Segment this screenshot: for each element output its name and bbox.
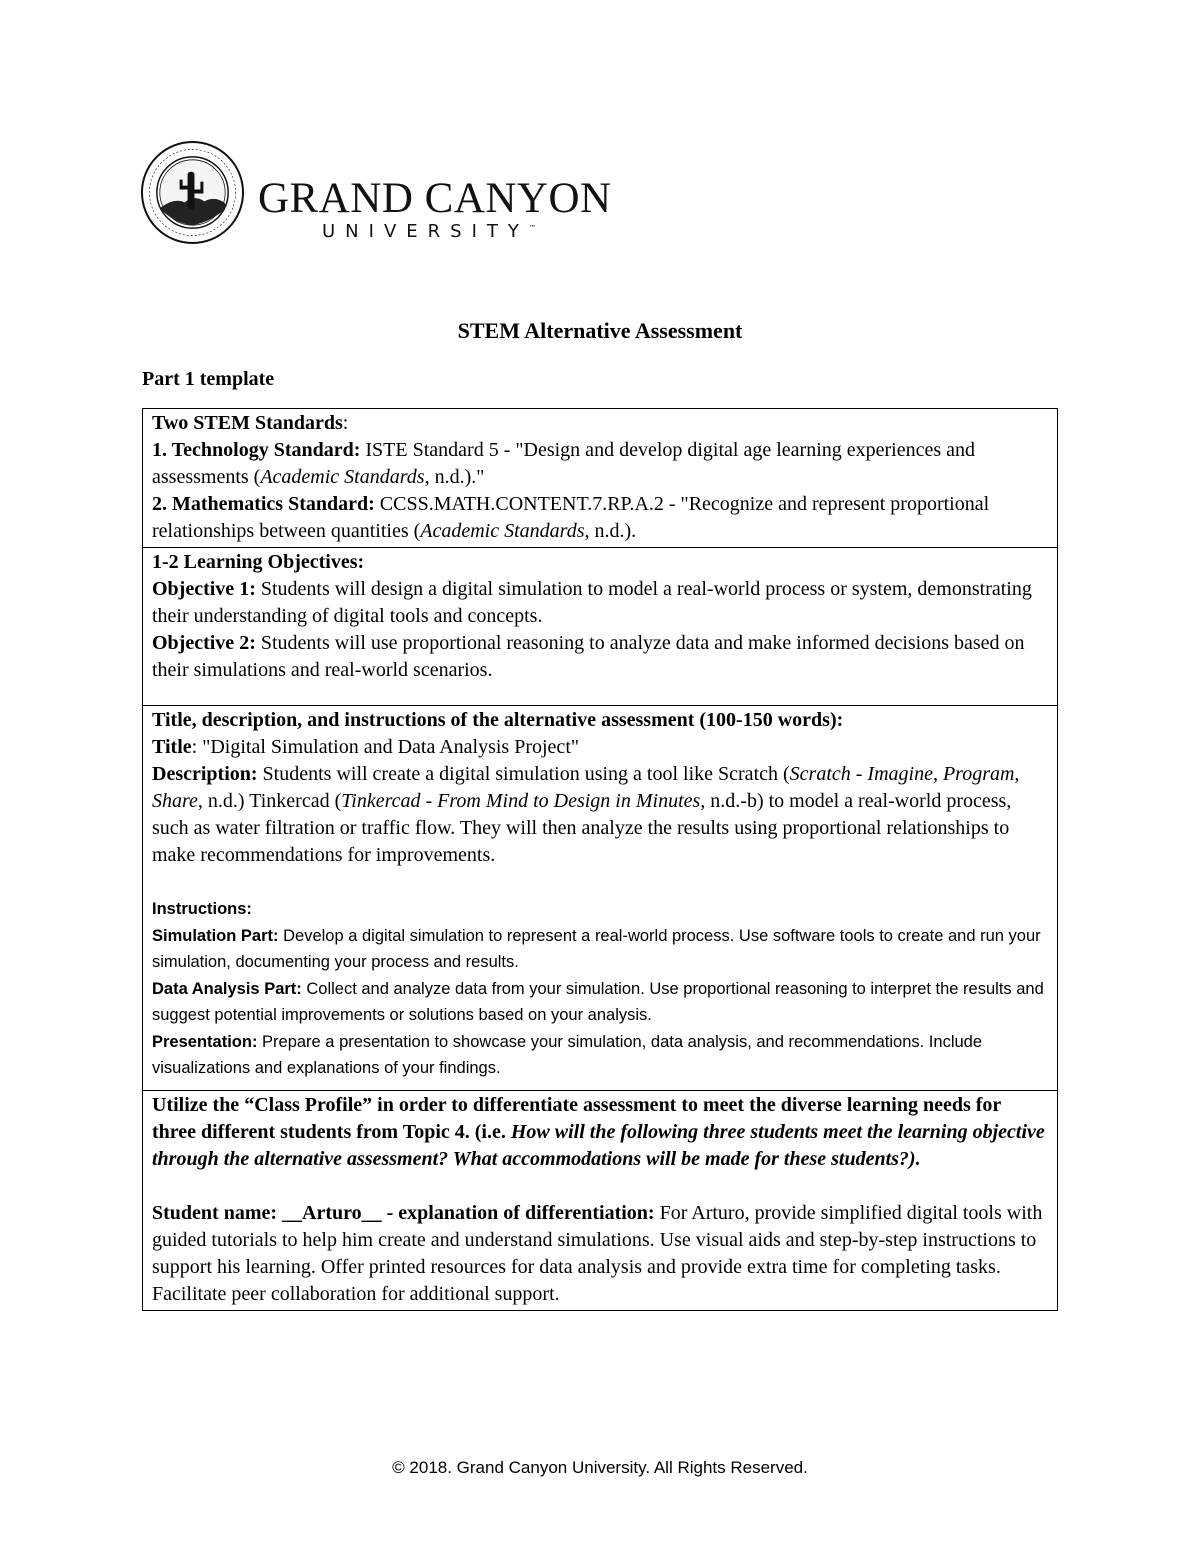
presentation-label: Presentation: xyxy=(152,1032,258,1051)
trademark-symbol: ™ xyxy=(528,224,536,232)
differentiation-cell xyxy=(143,1090,1058,1310)
objectives-heading: 1-2 Learning Objectives: xyxy=(152,551,365,573)
description-text-2: , n.d.) Tinkercad ( xyxy=(197,790,342,812)
description-label: Description: xyxy=(152,763,258,785)
tech-standard-text-1: ISTE Standard 5 - "Design and develop digital age learning experiences and assessments ( xyxy=(152,439,976,488)
simulation-part-label: Simulation Part: xyxy=(152,926,279,945)
assessment-title-text: : "Digital Simulation and Data Analysis Project" xyxy=(191,736,580,758)
simulation-part-text: Develop a digital simulation to represent a real-world process. Use software tools to create and run your simulation, documenting your process and results. xyxy=(152,926,1041,971)
differentiation-heading-text: Utilize the “Class Profile” in order to differentiate assessment to meet the diverse learning needs for three different students from Topic 4. (i.e. xyxy=(152,1093,1001,1143)
math-standard-italic: Academic Standards xyxy=(420,520,585,542)
differentiation-heading xyxy=(152,1094,1045,1170)
tech-standard-italic: Academic Standards xyxy=(260,466,425,488)
assessment-heading: Title, description, and instructions of the alternative assessment (100-150 words): xyxy=(152,709,844,731)
objective-2-label: Objective 2: xyxy=(152,632,256,654)
table-row-assessment xyxy=(143,706,1058,1091)
university-subname-text: UNIVERSITY xyxy=(322,221,529,242)
objective-1-label: Objective 1: xyxy=(152,578,256,600)
objectives-cell xyxy=(143,548,1058,706)
data-analysis-label: Data Analysis Part: xyxy=(152,979,302,998)
copyright-footer: © 2018. Grand Canyon University. All Rights Reserved. xyxy=(392,1458,808,1477)
tech-standard-text-2: , n.d.)." xyxy=(424,466,485,488)
description-text-1: Students will create a digital simulation using a tool like Scratch ( xyxy=(257,763,790,785)
standards-heading: Two STEM Standards xyxy=(152,412,343,434)
math-standard-label: 2. Mathematics Standard: xyxy=(152,493,375,515)
description-italic-1: Scratch - Imagine, Program, Share xyxy=(152,763,1020,812)
table-row-standards xyxy=(143,409,1058,548)
assessment-table xyxy=(142,408,1058,1311)
math-standard-text-1: CCSS.MATH.CONTENT.7.RP.A.2 - "Recognize and represent proportional relationships between quantities ( xyxy=(152,493,990,542)
data-analysis-text: Collect and analyze data from your simulation. Use proportional reasoning to interpret the results and suggest potential improvements or solutions based on your analysis. xyxy=(152,979,1044,1024)
standards-cell xyxy=(143,409,1058,548)
student-text: For Arturo, provide simplified digital tools with guided tutorials to help him create and understand simulations. Use visual aids and step-by-step instructions to support his learning. Offer printed resources for data analysis and provide extra time for completing tasks. Facilitate peer collaboration for additional support. xyxy=(152,1201,1043,1305)
assessment-cell xyxy=(143,706,1058,1091)
university-seal-icon xyxy=(140,140,245,245)
tech-standard-label: 1. Technology Standard: xyxy=(152,439,361,461)
objective-2-text: Students will use proportional reasoning to analyze data and make informed decisions based on their simulations and real-world scenarios. xyxy=(152,632,1025,681)
page-title: STEM Alternative Assessment xyxy=(457,318,743,343)
table-row-objectives xyxy=(143,548,1058,706)
objective-1-text: Students will design a digital simulation to model a real-world process or system, demonstrating their understanding of digital tools and concepts. xyxy=(152,578,1032,627)
presentation-text: Prepare a presentation to showcase your simulation, data analysis, and recommendations. Include visualizations and explanations of your findings. xyxy=(152,1032,983,1077)
assessment-title-label: Title xyxy=(152,736,192,758)
differentiation-heading-italic: How will the following three students meet the learning objective through the alternative assessment? What accommodations will be made for these students?). xyxy=(152,1120,1045,1170)
instructions-block xyxy=(152,896,1048,1082)
instructions-heading: Instructions: xyxy=(152,900,252,918)
standards-heading-colon: : xyxy=(342,412,349,434)
university-subname xyxy=(322,221,536,242)
math-standard-text-2: , n.d.). xyxy=(584,520,637,542)
student-label: Student name: __Arturo__ - explanation of differentiation: xyxy=(152,1201,655,1224)
description-italic-2: Tinkercad - From Mind to Design in Minutes xyxy=(341,790,701,812)
page-subtitle: Part 1 template xyxy=(142,368,275,390)
university-logo xyxy=(140,140,620,245)
table-row-differentiation xyxy=(143,1090,1058,1310)
description-text-3: , n.d.-b) to model a real-world process, such as water filtration or traffic flow. They will then analyze the results using proportional relationships to make recommendations for improvements. xyxy=(152,790,1012,866)
university-name: GRAND CANYON xyxy=(258,175,612,222)
